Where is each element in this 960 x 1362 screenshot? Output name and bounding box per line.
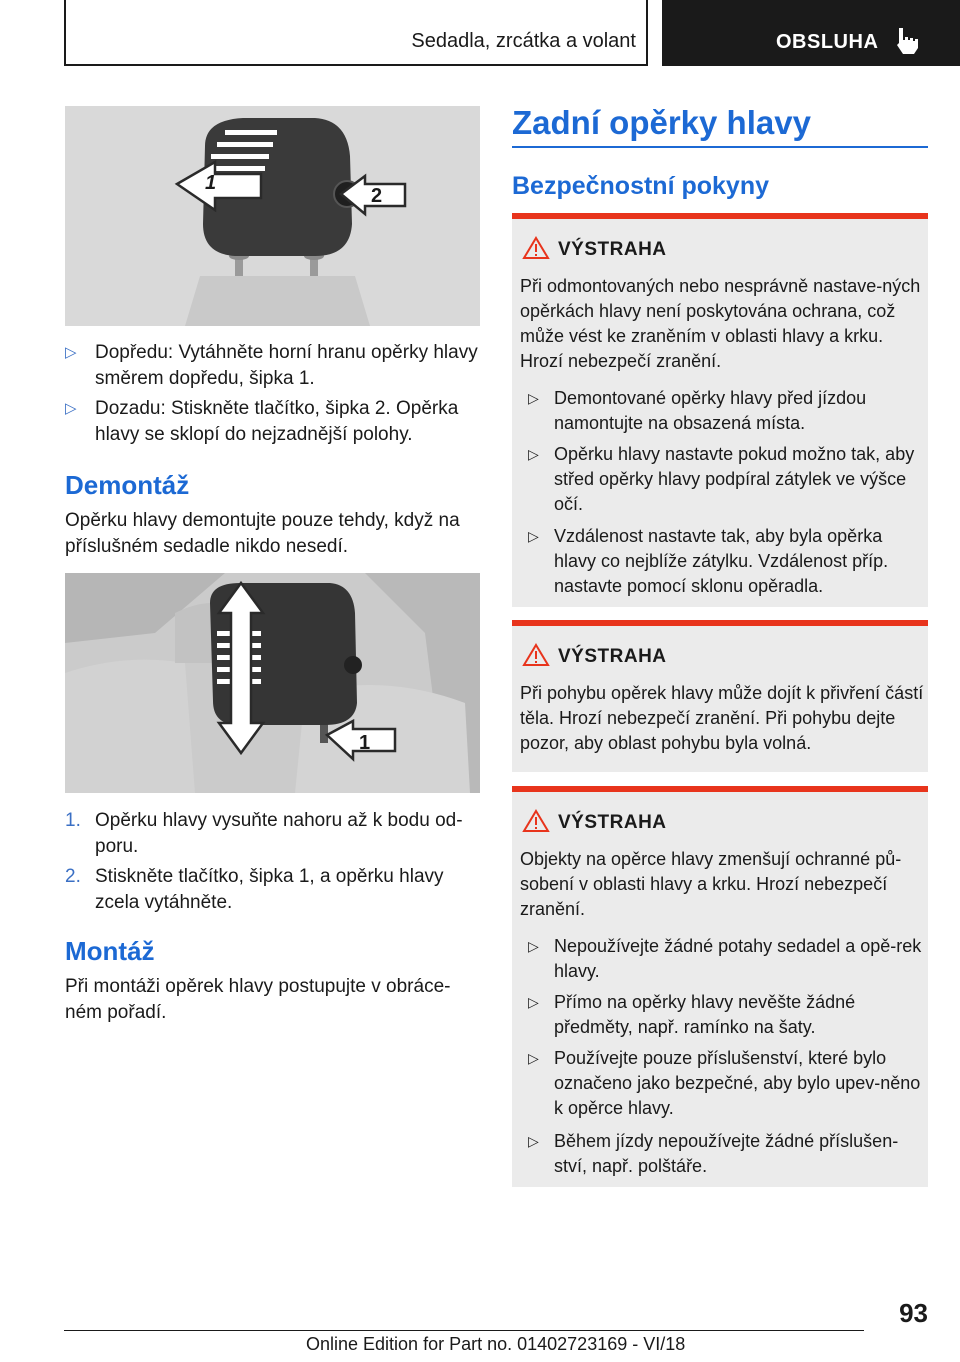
warning-label: VÝSTRAHA xyxy=(558,239,667,260)
list-item-text: Demontované opěrky hlavy před jízdou namontujte na obsazená místa. xyxy=(554,388,867,433)
page-title: Zadní opěrky hlavy xyxy=(512,104,811,141)
warning-box xyxy=(512,786,928,1187)
warning-box xyxy=(512,213,928,607)
warning-box xyxy=(512,620,928,772)
list-item xyxy=(65,864,485,918)
list-item-text: Dopředu: Vytáhněte horní hranu opěrky hlavy směrem dopředu, šipka 1. xyxy=(95,342,478,389)
figure2-label-1: 1 xyxy=(359,732,371,754)
step-number: 1. xyxy=(65,810,81,831)
list-item xyxy=(65,340,485,394)
bullet-triangle-icon: ▷ xyxy=(528,1050,539,1066)
paragraph-montaz: Při montáži opěrek hlavy postupujte v obráce‐ném pořadí. xyxy=(65,976,451,1023)
list-item-text: Přímo na opěrky hlavy nevěšte žádné předměty, např. ramínko na šaty. xyxy=(554,992,856,1037)
bullet-triangle-icon: ▷ xyxy=(528,528,539,544)
title-underline xyxy=(512,146,928,148)
header-section-title: Sedadla, zrcátka a volant xyxy=(411,30,636,52)
step-number: 2. xyxy=(65,866,81,887)
list-item-text: Používejte pouze příslušenství, které bylo označeno jako bezpečné, aby bylo upev‐něno k opěrce hlavy. xyxy=(554,1048,921,1118)
bullet-triangle-icon: ▷ xyxy=(528,994,539,1010)
list-item-text: Nepoužívejte žádné potahy sedadel a opě‐rek hlavy. xyxy=(554,936,922,981)
warning-triangle-icon xyxy=(522,236,550,260)
warning-text: Objekty na opěrce hlavy zmenšují ochranné pů‐sobení v oblasti hlavy a krku. Hrozí nebezpečí zranění. xyxy=(520,849,902,919)
list-item-text: Dozadu: Stiskněte tlačítko, šipka 2. Opěrka hlavy se sklopí do nejzadnější polohy. xyxy=(95,398,459,445)
bullet-triangle-icon: ▷ xyxy=(528,938,539,954)
footer-rule xyxy=(64,1330,864,1331)
figure-headrest-adjust xyxy=(65,106,480,326)
warning-label: VÝSTRAHA xyxy=(558,646,667,667)
section-subtitle: Bezpečnostní pokyny xyxy=(512,172,769,200)
warning-triangle-icon xyxy=(522,809,550,833)
bullet-triangle-icon: ▷ xyxy=(65,400,77,417)
step-text: Stiskněte tlačítko, šipka 1, a opěrku hlavy zcela vytáhněte. xyxy=(95,866,444,913)
footer-edition: Online Edition for Part no. 01402723169 - VI/18 xyxy=(306,1334,686,1354)
list-item-text: Během jízdy nepoužívejte žádné příslušen‐ství, např. polštáře. xyxy=(554,1131,899,1176)
page-number: 93 xyxy=(899,1298,928,1328)
step-text: Opěrku hlavy vysuňte nahoru až k bodu od‐poru. xyxy=(95,810,463,857)
warning-label: VÝSTRAHA xyxy=(558,812,667,833)
bullet-triangle-icon: ▷ xyxy=(528,390,539,406)
list-item-text: Vzdálenost nastavte tak, aby byla opěrka hlavy co nejblíže zátylku. Vzdálenost příp. nastavte pomocí sklonu opěradla. xyxy=(554,526,889,596)
bullet-triangle-icon: ▷ xyxy=(528,1133,539,1149)
warning-text: Při pohybu opěrek hlavy může dojít k přivření částí těla. Hrozí nebezpečí zranění. Při pohybu dejte pozor, aby oblast pohybu byla volná. xyxy=(520,683,924,753)
heading-montaz: Montáž xyxy=(65,936,155,966)
list-item xyxy=(65,396,485,450)
list-item xyxy=(65,808,485,862)
header-chapter-title: OBSLUHA xyxy=(776,31,879,53)
pointing-hand-icon xyxy=(893,26,923,56)
paragraph-demontaz: Opěrku hlavy demontujte pouze tehdy, když na příslušném sedadle nikdo nesedí. xyxy=(65,510,460,557)
bullet-triangle-icon: ▷ xyxy=(65,344,77,361)
warning-triangle-icon xyxy=(522,643,550,667)
figure-rear-headrest xyxy=(65,573,480,793)
bullet-triangle-icon: ▷ xyxy=(528,446,539,462)
figure1-label-1: 1 xyxy=(205,172,217,194)
heading-demontaz: Demontáž xyxy=(65,470,190,500)
figure1-label-2: 2 xyxy=(371,185,383,207)
list-item-text: Opěrku hlavy nastavte pokud možno tak, aby střed opěrky hlavy podpíral zátylek ve výšce očí. xyxy=(554,444,915,514)
warning-text: Při odmontovaných nebo nesprávně nastave‐ných opěrkách hlavy není poskytována ochrana, což může vést ke zraněním v oblasti hlavy a krku. Hrozí nebezpečí zranění. xyxy=(520,276,921,371)
